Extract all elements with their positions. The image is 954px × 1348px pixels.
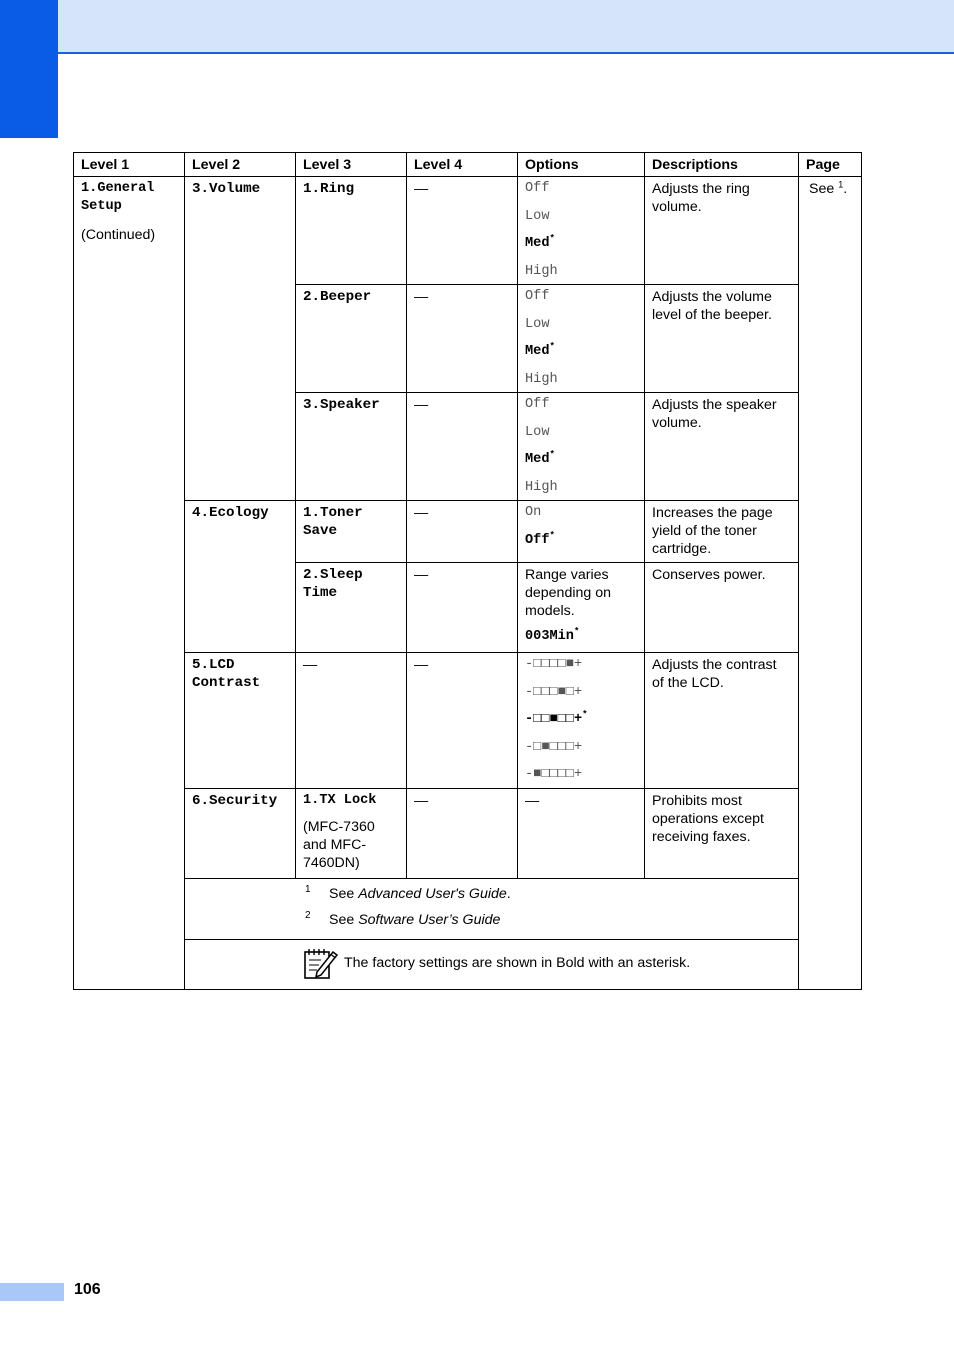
level1-label: 1.General Setup	[81, 181, 155, 214]
footnote-prefix: See	[329, 912, 359, 928]
options-lcd	[518, 653, 645, 789]
level4-dash: —	[407, 789, 518, 879]
option-low: Low	[525, 424, 550, 440]
page-suffix: .	[843, 181, 848, 197]
options-sleep	[518, 563, 645, 653]
level3-tx-lock: 1.TX Lock	[303, 793, 377, 808]
desc-sleep: Conserves power.	[645, 563, 799, 653]
options-ring	[518, 177, 645, 285]
footnote-suffix: .	[506, 886, 511, 902]
level1-cell	[74, 177, 185, 990]
level4-dash: —	[407, 285, 518, 393]
level2-lcd-contrast: 5.LCD Contrast	[185, 653, 296, 789]
header-descriptions: Descriptions	[645, 153, 799, 177]
option-med: Med	[525, 236, 550, 251]
option-med-default	[525, 343, 637, 361]
default-asterisk: *	[573, 626, 580, 637]
options-beeper	[518, 285, 645, 393]
sleep-default	[525, 628, 637, 646]
footnote-text	[329, 911, 500, 929]
header-page: Page	[799, 153, 862, 177]
table-row	[74, 501, 862, 563]
option-contrast-3: -□□■□□+	[525, 712, 583, 727]
desc-security: Prohibits most operations except receiving faxes.	[645, 789, 799, 879]
level3-speaker: 3.Speaker	[296, 393, 407, 501]
table-row	[74, 789, 862, 879]
note-pencil-icon	[303, 946, 339, 985]
desc-toner: Increases the page yield of the toner cartridge.	[645, 501, 799, 563]
option-off: Off	[525, 289, 550, 304]
header-band	[58, 0, 954, 54]
level4-dash: —	[407, 653, 518, 789]
level3-beeper: 2.Beeper	[296, 285, 407, 393]
level3-sleep-time: 2.Sleep Time	[296, 563, 407, 653]
page-footnote-ref: 1	[838, 179, 844, 190]
options-toner	[518, 501, 645, 563]
footnote-row	[74, 879, 862, 940]
chapter-tab	[0, 0, 58, 138]
footnote-text	[329, 885, 511, 903]
footnote-guide: Software User’s Guide	[358, 912, 501, 928]
sleep-default-value: 003Min	[525, 629, 574, 644]
level3-tx-lock-cell	[296, 789, 407, 879]
option-low: Low	[525, 316, 550, 332]
page-number-tab	[0, 1283, 64, 1301]
header-level2: Level 2	[185, 153, 296, 177]
option-med: Med	[525, 452, 550, 467]
default-asterisk: *	[549, 233, 555, 244]
option-med: Med	[525, 344, 550, 359]
footnote-number: 1	[305, 884, 311, 895]
settings-table	[73, 152, 862, 990]
note-row	[74, 940, 862, 990]
level4-dash: —	[407, 393, 518, 501]
page-number: 106	[74, 1281, 101, 1298]
option-contrast-1: -□□□□■+	[525, 657, 583, 672]
level4-dash: —	[407, 177, 518, 285]
footnote-number: 2	[305, 910, 311, 921]
option-high: High	[525, 479, 558, 495]
level3-ring: 1.Ring	[296, 177, 407, 285]
option-off-default	[525, 529, 637, 550]
level4-dash: —	[407, 563, 518, 653]
header-options: Options	[518, 153, 645, 177]
desc-ring: Adjusts the ring volume.	[645, 177, 799, 285]
footnote-prefix: See	[329, 886, 359, 902]
options-speaker	[518, 393, 645, 501]
page-cell	[799, 177, 862, 990]
continued-label: (Continued)	[81, 227, 156, 243]
page-see: See	[809, 181, 835, 197]
option-contrast-5: -■□□□□+	[525, 767, 583, 782]
option-med-default	[525, 451, 637, 469]
option-high: High	[525, 263, 558, 279]
desc-speaker: Adjusts the speaker volume.	[645, 393, 799, 501]
footnote-guide: Advanced User's Guide	[358, 886, 507, 902]
option-off: Off	[525, 532, 550, 548]
default-asterisk: *	[549, 341, 555, 352]
desc-beeper: Adjusts the volume level of the beeper.	[645, 285, 799, 393]
table-row	[74, 653, 862, 789]
option-high: High	[525, 371, 558, 387]
default-asterisk: *	[549, 449, 555, 460]
level3-dash: —	[296, 653, 407, 789]
option-on: On	[525, 505, 542, 520]
level2-ecology: 4.Ecology	[185, 501, 296, 653]
header-level1: Level 1	[74, 153, 185, 177]
default-asterisk: *	[582, 709, 588, 720]
default-asterisk: *	[549, 529, 555, 540]
header-level3: Level 3	[296, 153, 407, 177]
note-cell	[185, 940, 862, 990]
footnote-cell	[185, 879, 862, 940]
option-contrast-default	[525, 711, 637, 729]
level2-security: 6.Security	[185, 789, 296, 879]
desc-lcd: Adjusts the contrast of the LCD.	[645, 653, 799, 789]
sleep-range-text: Range varies depending on models.	[525, 567, 611, 619]
header-level4: Level 4	[407, 153, 518, 177]
option-off: Off	[525, 397, 550, 412]
note-text: The factory settings are shown in Bold with an asterisk.	[344, 955, 691, 971]
level2-volume: 3.Volume	[185, 177, 296, 501]
level3-toner-save: 1.Toner Save	[296, 501, 407, 563]
options-dash: —	[518, 789, 645, 879]
option-contrast-4: -□■□□□+	[525, 739, 583, 755]
table-row	[74, 177, 862, 285]
level4-dash: —	[407, 501, 518, 563]
option-off: Off	[525, 181, 550, 196]
tx-lock-models: (MFC-7360 and MFC-7460DN)	[303, 819, 375, 871]
header-row	[74, 153, 862, 177]
option-med-default	[525, 235, 637, 253]
option-contrast-2: -□□□■□+	[525, 684, 583, 700]
option-low: Low	[525, 208, 550, 224]
